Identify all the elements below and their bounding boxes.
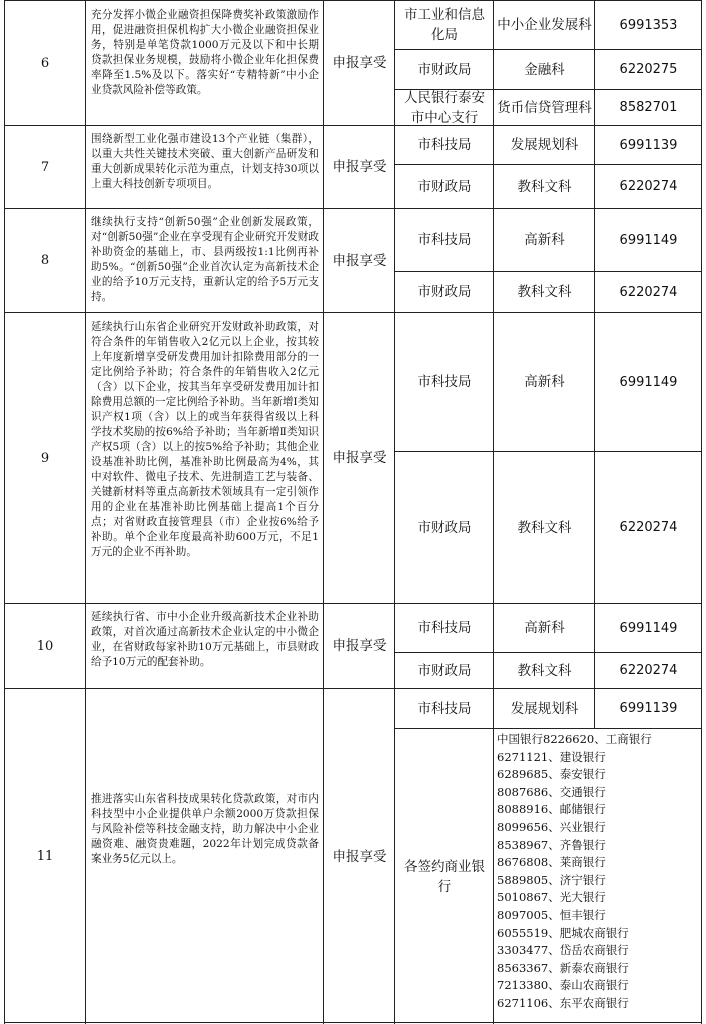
grid-line bbox=[701, 0, 702, 1024]
grid-line bbox=[4, 125, 702, 126]
row-8-number: 8 bbox=[40, 253, 50, 268]
row-9-section-2: 教科文科 bbox=[517, 519, 572, 536]
grid-line bbox=[493, 0, 494, 1024]
grid-line bbox=[85, 0, 86, 1024]
grid-line bbox=[394, 164, 702, 165]
row-6-section-3: 货币信贷管理科 bbox=[497, 99, 592, 116]
row-9-number: 9 bbox=[40, 450, 50, 466]
grid-line bbox=[394, 728, 702, 729]
row-9-mode: 申报享受 bbox=[332, 450, 387, 466]
row-10-number: 10 bbox=[36, 638, 54, 654]
grid-line bbox=[323, 0, 324, 1024]
row-7-dept-2: 市财政局 bbox=[417, 178, 472, 195]
row-8-section-1: 高新科 bbox=[524, 232, 565, 248]
grid-line bbox=[594, 0, 595, 729]
row-6-phone-1: 6991353 bbox=[619, 17, 678, 33]
row-6-dept-1: 市工业和信息化局 bbox=[404, 7, 485, 43]
row-9-section-1: 高新科 bbox=[524, 374, 565, 390]
grid-line bbox=[4, 1022, 702, 1023]
row-11-phone-1: 6991139 bbox=[619, 701, 678, 716]
row-11-bank-list: 中国银行8226620、工商银行 6271121、建设银行 6289685、泰安银行 8087686、交通银行 8088916、邮储银行 8099656、兴业银行 8538967、齐鲁银行 8676808、莱商银行 5889805、济宁银行 5010867、光大银行 8097005、恒丰银行 6055519、肥城农商银行 3303477、岱岳农商银行 8563367、新泰农商银行 7213380、泰山农商银行 6271106、东平农商银行 bbox=[497, 732, 652, 1010]
row-6-phone-2: 6220275 bbox=[619, 62, 678, 77]
row-7-section-2: 教科文科 bbox=[517, 178, 572, 195]
row-7-description: 围绕新型工业化强市建设13个产业链（集群），以重大共性关键技术突破、重大创新产品研发和重大创新成果转化示范为重点，计划支持30项以上重大科技创新专项项目。 bbox=[91, 133, 319, 190]
row-11-mode: 申报享受 bbox=[332, 848, 387, 865]
row-6-phone-3: 8582701 bbox=[619, 100, 678, 115]
row-9-dept-2: 市财政局 bbox=[417, 519, 472, 536]
row-10-dept-1: 市科技局 bbox=[417, 620, 472, 636]
row-7-number: 7 bbox=[40, 159, 50, 175]
row-7-mode: 申报享受 bbox=[332, 159, 387, 175]
row-8-section-2: 教科文科 bbox=[517, 284, 572, 300]
row-10-phone-2: 6220274 bbox=[619, 663, 678, 678]
grid-line bbox=[394, 652, 702, 653]
row-10-phone-1: 6991149 bbox=[619, 620, 678, 636]
row-7-section-1: 发展规划科 bbox=[510, 137, 579, 153]
row-8-mode: 申报享受 bbox=[332, 252, 387, 269]
row-6-dept-2: 市财政局 bbox=[417, 61, 472, 78]
row-6-mode: 申报享受 bbox=[332, 55, 387, 71]
row-10-mode: 申报享受 bbox=[332, 638, 387, 654]
row-7-dept-1: 市科技局 bbox=[417, 137, 472, 153]
row-9-phone-2: 6220274 bbox=[619, 520, 678, 535]
row-9-phone-1: 6991149 bbox=[619, 374, 678, 390]
row-11-dept-1: 市科技局 bbox=[417, 700, 472, 717]
row-10-description: 延续执行省、市中小企业升级高新技术企业补助政策，对首次通过高新技术企业认定的中小微企业，在省财政每家补助10万元基础上，市县财政给予10万元的配套补助。 bbox=[91, 611, 319, 668]
row-9-dept-1: 市科技局 bbox=[417, 374, 472, 390]
row-10-dept-2: 市财政局 bbox=[417, 662, 472, 679]
row-7-phone-2: 6220274 bbox=[619, 179, 678, 194]
grid-line bbox=[4, 312, 702, 313]
row-6-section-2: 金融科 bbox=[524, 61, 565, 78]
row-6-dept-3: 人民银行泰安市中心支行 bbox=[404, 90, 485, 125]
grid-line bbox=[394, 49, 702, 50]
grid-line bbox=[394, 0, 395, 1024]
row-8-dept-1: 市科技局 bbox=[417, 232, 472, 248]
row-8-phone-1: 6991149 bbox=[619, 232, 678, 248]
row-6-section-1: 中小企业发展科 bbox=[497, 17, 592, 33]
row-10-section-2: 教科文科 bbox=[517, 662, 572, 679]
row-8-phone-2: 6220274 bbox=[619, 284, 678, 300]
grid-line bbox=[394, 451, 702, 452]
grid-line bbox=[394, 271, 702, 272]
row-7-phone-1: 6991139 bbox=[619, 137, 678, 153]
row-11-description: 推进落实山东省科技成果转化贷款政策，对市内科技型中小企业提供单户余额2000万贷款担保与风险补偿等科技金融支持，助力解决中小企业融资难、融资贵难题，2022年计划完成贷款备案业务5亿元以上。 bbox=[91, 793, 319, 865]
row-6-number: 6 bbox=[40, 55, 50, 71]
row-11-section-1: 发展规划科 bbox=[510, 700, 579, 717]
row-11-number: 11 bbox=[36, 849, 54, 864]
row-8-description: 继续执行支持“创新50强”企业创新发展政策，对“创新50强”企业在享受现有企业研究开发财政补助资金的基础上，市、县两级按1:1比例再补助5%。“创新50强”企业首次认定为高新技术企业的给予10万元支持，重新认定的给予5万元支持。 bbox=[91, 216, 319, 303]
row-11-dept-2: 各签约商业银行 bbox=[404, 858, 485, 895]
grid-line bbox=[4, 0, 702, 1]
grid-line bbox=[4, 603, 702, 604]
row-6-description: 充分发挥小微企业融资担保降费奖补政策激励作用，促进融资担保机构扩大小微企业融资担保业务，特别是单笔贷款1000万元及以下和中长期贷款担保业务规模，鼓励将小微企业年化担保费率降至1.5%及以下。落实好“专精特新”中小企业贷款风险补偿等政策。 bbox=[91, 9, 319, 96]
grid-line bbox=[4, 208, 702, 209]
grid-line bbox=[394, 89, 702, 90]
row-9-description: 延续执行山东省企业研究开发财政补助政策，对符合条件的年销售收入2亿元以上企业，按其较上年度新增享受研发费用加计扣除费用部分的一定比例给予补助；符合条件的年销售收入2亿元（含）以下企业，按其当年享受研发费用加计扣除费用总额的一定比例给予补助。当年新增Ⅰ类知识产权1项（含）以上的或当年获得省级以上科学技术奖励的按6%给予补助；当年新增Ⅱ类知识产权5项（含）以上的按5%给予补助；其他企业设基准补助比例，基准补助比例最高为4%，其中对软件、微电子技术、先进制造工艺与装备、关键新材料等重点高新技术领域具有一定引领作用的企业在基准补助比例基础上提高1个百分点；对省财政直接管理县（市）企业按6%给予补助。单个企业年度最高补助600万元，不足1万元的企业不再补助。 bbox=[91, 321, 319, 558]
row-8-dept-2: 市财政局 bbox=[417, 284, 472, 300]
grid-line bbox=[4, 688, 702, 689]
grid-line bbox=[4, 0, 5, 1024]
row-10-section-1: 高新科 bbox=[524, 620, 565, 636]
